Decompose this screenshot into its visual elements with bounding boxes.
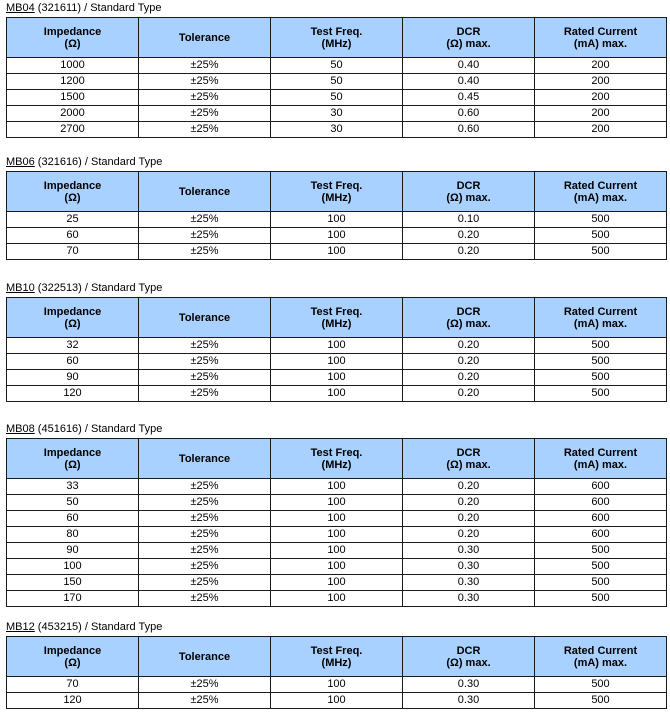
table-cell: 170 — [7, 591, 139, 607]
header-line-1: Tolerance — [178, 185, 231, 198]
table-cell: ±25% — [139, 511, 271, 527]
spec-table — [6, 636, 667, 709]
column-header — [139, 637, 271, 677]
table-cell: 200 — [535, 106, 667, 122]
table-row — [7, 338, 667, 354]
column-header — [7, 18, 139, 58]
header-line-2: (mA) max. — [573, 37, 628, 50]
table-cell: 100 — [7, 559, 139, 575]
table-cell: 100 — [271, 543, 403, 559]
table-cell: ±25% — [139, 370, 271, 386]
header-line-1: Tolerance — [178, 311, 231, 324]
series-code: MB10 — [6, 282, 35, 294]
table-cell: 33 — [7, 479, 139, 495]
header-line-1: Test Freq. — [310, 25, 363, 38]
table-body — [7, 677, 667, 709]
table-header — [7, 439, 667, 479]
table-cell: 0.40 — [403, 58, 535, 74]
table-cell: 500 — [535, 591, 667, 607]
spec-table — [6, 438, 667, 607]
table-cell: 0.30 — [403, 575, 535, 591]
table-row — [7, 228, 667, 244]
series-description: (321616) / Standard Type — [34, 156, 163, 168]
header-row — [7, 439, 667, 479]
table-cell: 0.20 — [403, 370, 535, 386]
header-line-1: Impedance — [43, 305, 102, 318]
table-cell: 100 — [271, 354, 403, 370]
table-cell: 30 — [271, 122, 403, 138]
column-header — [7, 172, 139, 212]
header-line-1: Impedance — [43, 25, 102, 38]
table-cell: 60 — [7, 511, 139, 527]
table-caption — [6, 282, 666, 295]
table-cell: 0.10 — [403, 212, 535, 228]
table-cell: 60 — [7, 228, 139, 244]
table-header — [7, 172, 667, 212]
table-cell: 0.60 — [403, 122, 535, 138]
header-line-1: DCR — [456, 446, 481, 459]
column-header — [139, 439, 271, 479]
column-header — [403, 637, 535, 677]
table-cell: 0.20 — [403, 228, 535, 244]
table-row — [7, 90, 667, 106]
table-cell: 500 — [535, 575, 667, 591]
header-line-2: (Ω) — [64, 458, 81, 471]
table-cell: ±25% — [139, 386, 271, 402]
table-cell: ±25% — [139, 338, 271, 354]
table-cell: ±25% — [139, 575, 271, 591]
table-cell: ±25% — [139, 90, 271, 106]
table-cell: 120 — [7, 386, 139, 402]
table-cell: 600 — [535, 527, 667, 543]
column-header — [403, 298, 535, 338]
table-cell: 2000 — [7, 106, 139, 122]
table-cell: 120 — [7, 693, 139, 709]
table-cell: ±25% — [139, 212, 271, 228]
table-cell: 150 — [7, 575, 139, 591]
table-cell: 100 — [271, 677, 403, 693]
table-cell: 500 — [535, 370, 667, 386]
header-line-1: Test Freq. — [310, 179, 363, 192]
table-body — [7, 212, 667, 260]
column-header — [271, 18, 403, 58]
table-cell: 90 — [7, 370, 139, 386]
table-cell: 200 — [535, 90, 667, 106]
header-row — [7, 637, 667, 677]
table-cell: 0.30 — [403, 693, 535, 709]
header-row — [7, 298, 667, 338]
table-cell: 32 — [7, 338, 139, 354]
column-header — [403, 172, 535, 212]
table-cell: 100 — [271, 370, 403, 386]
table-cell: 90 — [7, 543, 139, 559]
table-row — [7, 244, 667, 260]
table-cell: 80 — [7, 527, 139, 543]
spec-table — [6, 17, 667, 138]
table-row — [7, 370, 667, 386]
column-header — [271, 298, 403, 338]
header-line-1: Test Freq. — [310, 446, 363, 459]
table-cell: 100 — [271, 591, 403, 607]
header-line-2: (Ω) max. — [446, 37, 491, 50]
header-row — [7, 18, 667, 58]
header-line-1: Tolerance — [178, 452, 231, 465]
table-cell: 50 — [271, 90, 403, 106]
table-cell: 0.30 — [403, 591, 535, 607]
table-caption — [6, 621, 666, 634]
column-header — [7, 637, 139, 677]
table-cell: 1500 — [7, 90, 139, 106]
series-description: (321611) / Standard Type — [34, 2, 162, 14]
table-cell: 2700 — [7, 122, 139, 138]
table-cell: 200 — [535, 122, 667, 138]
column-header — [139, 172, 271, 212]
table-header — [7, 18, 667, 58]
table-cell: 100 — [271, 386, 403, 402]
table-row — [7, 386, 667, 402]
header-line-1: Impedance — [43, 644, 102, 657]
table-cell: 50 — [7, 495, 139, 511]
header-line-2: (MHz) — [321, 317, 352, 330]
table-cell: 0.40 — [403, 74, 535, 90]
column-header — [535, 637, 667, 677]
table-cell: 100 — [271, 338, 403, 354]
table-cell: 100 — [271, 559, 403, 575]
table-cell: 0.20 — [403, 354, 535, 370]
header-line-1: DCR — [456, 305, 481, 318]
table-cell: 600 — [535, 495, 667, 511]
column-header — [535, 18, 667, 58]
table-row — [7, 559, 667, 575]
table-cell: 0.20 — [403, 479, 535, 495]
header-line-2: (MHz) — [321, 37, 352, 50]
table-cell: 600 — [535, 511, 667, 527]
table-cell: 0.30 — [403, 543, 535, 559]
table-cell: ±25% — [139, 74, 271, 90]
table-caption — [6, 2, 666, 15]
table-cell: 500 — [535, 212, 667, 228]
series-code: MB08 — [6, 423, 35, 435]
header-line-1: Impedance — [43, 179, 102, 192]
table-cell: 0.30 — [403, 677, 535, 693]
table-cell: 500 — [535, 338, 667, 354]
column-header — [535, 298, 667, 338]
table-cell: ±25% — [139, 693, 271, 709]
header-line-1: DCR — [456, 25, 481, 38]
table-caption — [6, 156, 666, 169]
series-description: (322513) / Standard Type — [34, 282, 163, 294]
table-cell: 500 — [535, 693, 667, 709]
table-cell: 600 — [535, 479, 667, 495]
table-cell: 500 — [535, 559, 667, 575]
table-cell: 100 — [271, 511, 403, 527]
column-header — [7, 439, 139, 479]
series-code: MB04 — [6, 2, 35, 14]
table-cell: 0.20 — [403, 338, 535, 354]
column-header — [535, 172, 667, 212]
column-header — [403, 439, 535, 479]
header-line-1: Impedance — [43, 446, 102, 459]
header-line-1: DCR — [456, 179, 481, 192]
header-line-1: Rated Current — [563, 179, 638, 192]
header-line-2: (mA) max. — [573, 191, 628, 204]
table-row — [7, 212, 667, 228]
table-row — [7, 677, 667, 693]
table-cell: 100 — [271, 527, 403, 543]
header-line-2: (mA) max. — [573, 656, 628, 669]
table-row — [7, 543, 667, 559]
column-header — [139, 298, 271, 338]
table-row — [7, 495, 667, 511]
table-cell: 1200 — [7, 74, 139, 90]
header-line-2: (Ω) max. — [446, 458, 491, 471]
header-line-1: Rated Current — [563, 446, 638, 459]
table-cell: ±25% — [139, 122, 271, 138]
table-cell: 0.45 — [403, 90, 535, 106]
table-row — [7, 122, 667, 138]
table-cell: 500 — [535, 244, 667, 260]
table-cell: ±25% — [139, 244, 271, 260]
table-row — [7, 527, 667, 543]
table-row — [7, 511, 667, 527]
table-cell: ±25% — [139, 106, 271, 122]
table-cell: 0.20 — [403, 511, 535, 527]
spec-table — [6, 297, 667, 402]
table-cell: 200 — [535, 74, 667, 90]
table-cell: ±25% — [139, 559, 271, 575]
table-cell: ±25% — [139, 354, 271, 370]
table-cell: 70 — [7, 244, 139, 260]
table-caption — [6, 423, 666, 436]
table-row — [7, 479, 667, 495]
table-cell: 0.20 — [403, 244, 535, 260]
table-cell: 50 — [271, 74, 403, 90]
table-cell: 70 — [7, 677, 139, 693]
spec-section — [6, 282, 666, 402]
table-cell: ±25% — [139, 591, 271, 607]
table-cell: 200 — [535, 58, 667, 74]
spec-table — [6, 171, 667, 260]
column-header — [7, 298, 139, 338]
series-code: MB12 — [6, 621, 35, 633]
spec-section — [6, 156, 666, 260]
table-cell: 0.20 — [403, 386, 535, 402]
table-cell: ±25% — [139, 479, 271, 495]
header-line-2: (Ω) — [64, 37, 81, 50]
header-line-1: Rated Current — [563, 305, 638, 318]
table-cell: 100 — [271, 212, 403, 228]
column-header — [535, 439, 667, 479]
table-body — [7, 479, 667, 607]
series-code: MB06 — [6, 156, 35, 168]
table-cell: 500 — [535, 677, 667, 693]
table-cell: 100 — [271, 479, 403, 495]
table-row — [7, 74, 667, 90]
table-cell: ±25% — [139, 527, 271, 543]
table-cell: 500 — [535, 228, 667, 244]
header-line-2: (Ω) — [64, 317, 81, 330]
column-header — [139, 18, 271, 58]
table-cell: 500 — [535, 543, 667, 559]
table-cell: 100 — [271, 228, 403, 244]
column-header — [403, 18, 535, 58]
table-cell: 100 — [271, 495, 403, 511]
table-cell: ±25% — [139, 677, 271, 693]
table-cell: ±25% — [139, 228, 271, 244]
table-cell: ±25% — [139, 543, 271, 559]
header-line-1: Tolerance — [178, 650, 231, 663]
table-cell: 30 — [271, 106, 403, 122]
table-cell: ±25% — [139, 58, 271, 74]
table-header — [7, 637, 667, 677]
table-row — [7, 106, 667, 122]
table-cell: 100 — [271, 575, 403, 591]
table-body — [7, 338, 667, 402]
table-cell: ±25% — [139, 495, 271, 511]
table-cell: 0.60 — [403, 106, 535, 122]
series-description: (451616) / Standard Type — [34, 423, 163, 435]
table-cell: 50 — [271, 58, 403, 74]
series-description: (453215) / Standard Type — [34, 621, 163, 633]
table-cell: 1000 — [7, 58, 139, 74]
column-header — [271, 172, 403, 212]
header-line-2: (Ω) max. — [446, 317, 491, 330]
header-line-2: (MHz) — [321, 656, 352, 669]
table-cell: 0.20 — [403, 495, 535, 511]
table-row — [7, 575, 667, 591]
table-cell: 0.30 — [403, 559, 535, 575]
table-cell: 100 — [271, 693, 403, 709]
header-line-1: Test Freq. — [310, 644, 363, 657]
header-line-2: (MHz) — [321, 458, 352, 471]
table-header — [7, 298, 667, 338]
header-line-2: (MHz) — [321, 191, 352, 204]
table-row — [7, 354, 667, 370]
table-row — [7, 693, 667, 709]
header-line-2: (mA) max. — [573, 317, 628, 330]
header-line-2: (Ω) — [64, 191, 81, 204]
table-cell: 500 — [535, 386, 667, 402]
table-body — [7, 58, 667, 138]
table-cell: 100 — [271, 244, 403, 260]
spec-section — [6, 621, 666, 709]
column-header — [271, 637, 403, 677]
table-cell: 25 — [7, 212, 139, 228]
table-cell: 60 — [7, 354, 139, 370]
header-line-2: (Ω) max. — [446, 191, 491, 204]
header-line-1: Test Freq. — [310, 305, 363, 318]
table-row — [7, 58, 667, 74]
header-row — [7, 172, 667, 212]
header-line-1: Tolerance — [178, 31, 231, 44]
header-line-1: DCR — [456, 644, 481, 657]
spec-section — [6, 2, 666, 138]
table-cell: 0.20 — [403, 527, 535, 543]
header-line-1: Rated Current — [563, 25, 638, 38]
table-row — [7, 591, 667, 607]
table-cell: 500 — [535, 354, 667, 370]
header-line-2: (mA) max. — [573, 458, 628, 471]
header-line-2: (Ω) max. — [446, 656, 491, 669]
column-header — [271, 439, 403, 479]
header-line-2: (Ω) — [64, 656, 81, 669]
header-line-1: Rated Current — [563, 644, 638, 657]
spec-section — [6, 423, 666, 607]
